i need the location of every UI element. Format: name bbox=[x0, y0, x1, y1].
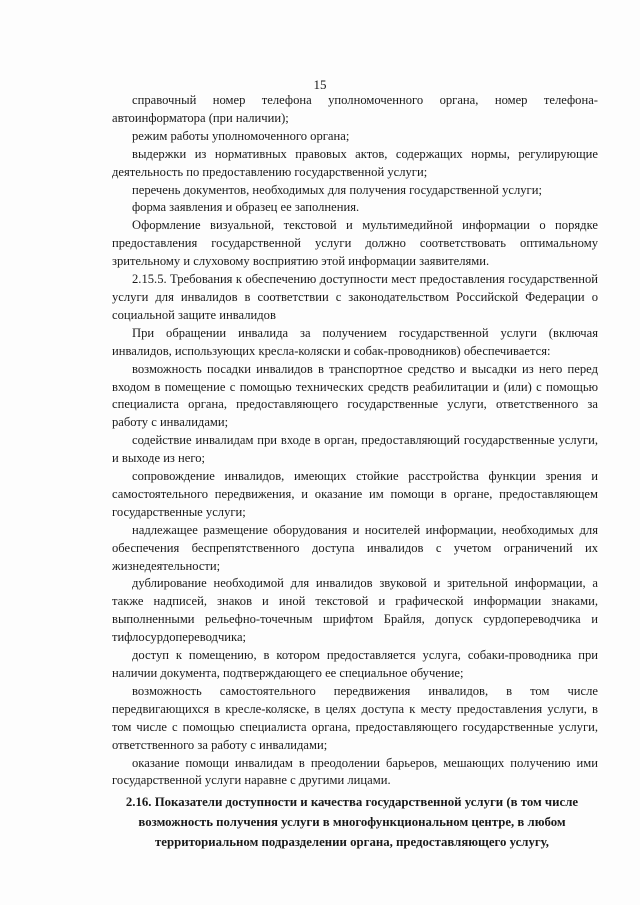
paragraph-guide-dog: доступ к помещению, в котором предоставляется услуга, собаки-проводника при наличии документа, подтверждающего ее специальное обучение; bbox=[112, 648, 598, 680]
paragraph-documents-list: перечень документов, необходимых для получения государственной услуги; bbox=[132, 182, 542, 197]
paragraph-wheelchair: возможность самостоятельного передвижения инвалидов, в том числе передвигающихся в кресле-коляске, в целях доступа к месту предоставления услуги, в том числе с помощью специалиста органа, предоставляющего государственные услуги, ответственного за работу с инвалидами; bbox=[112, 683, 598, 752]
body-text bbox=[112, 92, 598, 790]
section-heading-2-16: 2.16. Показатели доступности и качества государственной услуги (в том числе возможность получения услуги в многофункциональном центре, в любом территориальном подразделении органа, предоставляющего услугу, bbox=[125, 795, 579, 849]
paragraph-info-design: Оформление визуальной, текстовой и мультимедийной информации о порядке предоставления государственной услуги должно соответствовать оптимальному зрительному и слуховому восприятию этой информации заявителями. bbox=[112, 218, 598, 269]
paragraph-escort: сопровождение инвалидов, имеющих стойкие расстройства функции зрения и самостоятельного передвижения, и оказание им помощи в органе, предоставляющем государственные услуги; bbox=[112, 469, 598, 519]
paragraph-disabled-access-intro: При обращении инвалида за получением государственной услуги (включая инвалидов, использующих кресла-коляски и собак-проводников) обеспечивается: bbox=[112, 325, 598, 358]
paragraph-application-form: форма заявления и образец ее заполнения. bbox=[132, 200, 360, 215]
paragraph-work-hours: режим работы уполномоченного органа; bbox=[132, 128, 350, 143]
page-number: 15 bbox=[313, 77, 327, 92]
paragraph-braille: дублирование необходимой для инвалидов звуковой и зрительной информации, а также надписей, знаков и иной текстовой и графической информации знаками, выполненными рельефно-точечным шрифтом Брайля, допуск сурдопереводчика и тифлосурдопереводчика; bbox=[112, 576, 598, 645]
paragraph-section-2-15-5: 2.15.5. Требования к обеспечению доступности мест предоставления государственной услуги для инвалидов в соответствии с законодательством Российской Федерации о социальной защите инвалидов bbox=[112, 272, 598, 322]
paragraph-barriers: оказание помощи инвалидам в преодолении барьеров, мешающих получению ими государственной услуги наравне с другими лицами. bbox=[112, 755, 598, 788]
paragraph-transport: возможность посадки инвалидов в транспортное средство и высадки из него перед входом в помещение с помощью технических средств реабилитации и (или) с помощью специалиста органа, предоставляющего государственные услуги, ответственного за работу с инвалидами; bbox=[112, 361, 598, 430]
paragraph-entry-assistance: содействие инвалидам при входе в орган, предоставляющий государственные услуги, и выходе из него; bbox=[112, 433, 598, 466]
paragraph-legal-excerpts: выдержки из нормативных правовых актов, содержащих нормы, регулирующие деятельность по предоставлению государственной услуги; bbox=[112, 146, 598, 179]
paragraph-equipment: надлежащее размещение оборудования и носителей информации, необходимых для обеспечения беспрепятственного доступа инвалидов с учетом ограничений их жизнедеятельности; bbox=[112, 522, 598, 573]
paragraph-phone: справочный номер телефона уполномоченного органа, номер телефона-автоинформатора (при наличии); bbox=[112, 93, 598, 125]
